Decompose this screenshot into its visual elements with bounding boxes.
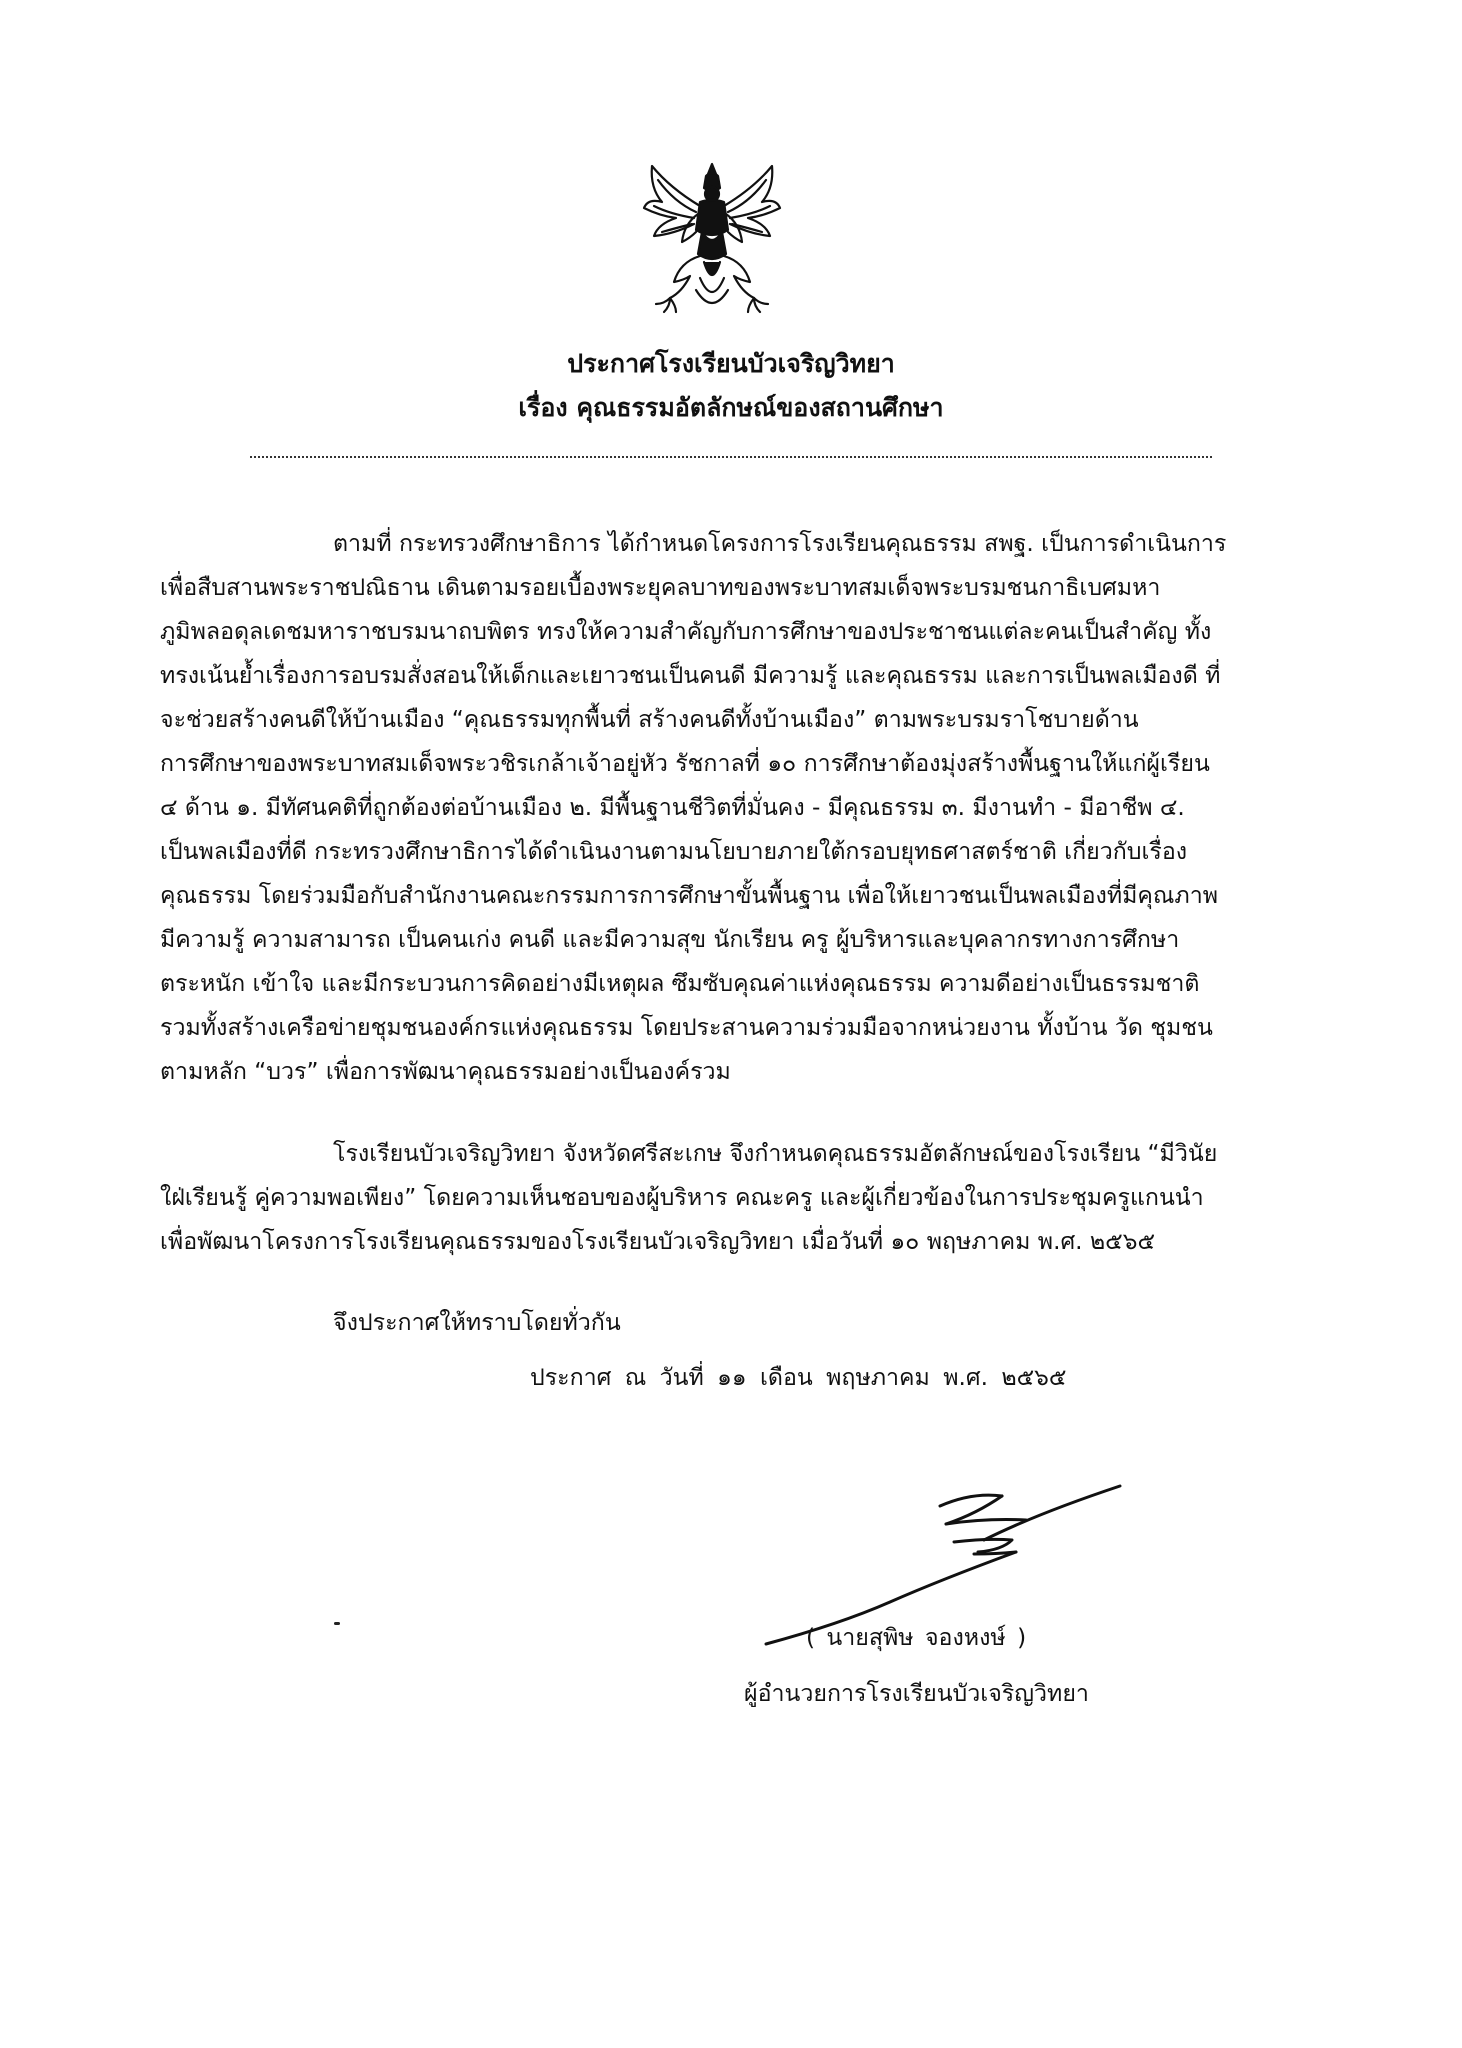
paragraph-2 [160,1132,1300,1264]
paragraph-2-line: โรงเรียนบัวเจริญวิทยา จังหวัดศรีสะเกษ จึงกำหนดคุณธรรมอัตลักษณ์ของโรงเรียน “มีวินัย [333,1140,1218,1167]
announcement-title: ประกาศโรงเรียนบัวเจริญวิทยา [567,349,895,378]
paragraph-1-line: ๔ ด้าน ๑. มีทัศนคติที่ถูกต้องต่อบ้านเมือง ๒. มีพื้นฐานชีวิตที่มั่นคง - มีคุณธรรม ๓. มีงานทำ - มีอาชีพ ๔. [160,794,1185,821]
announcement-date: ประกาศ ณ วันที่ ๑๑ เดือน พฤษภาคม พ.ศ. ๒๕๖๕ [530,1364,1067,1391]
paragraph-1-line: ตามที่ กระทรวงศึกษาธิการ ได้กำหนดโครงการโรงเรียนคุณธรรม สพฐ. เป็นการดำเนินการ [333,530,1227,557]
garuda-emblem-icon [640,158,785,318]
paragraph-1-line: ตระหนัก เข้าใจ และมีกระบวนการคิดอย่างมีเหตุผล ซึมซับคุณค่าแห่งคุณธรรม ความดีอย่างเป็นธรรมชาติ [160,970,1200,997]
paragraph-1-line: เป็นพลเมืองที่ดี กระทรวงศึกษาธิการได้ดำเนินงานตามนโยบายภายใต้กรอบยุทธศาสตร์ชาติ เกี่ยวกับเรื่อง [160,838,1188,865]
signer-position: ผู้อำนวยการโรงเรียนบัวเจริญวิทยา [744,1680,1089,1707]
title-divider [250,456,1212,458]
paragraph-1-line: รวมทั้งสร้างเครือข่ายชุมชนองค์กรแห่งคุณธรรม โดยประสานความร่วมมือจากหน่วยงาน ทั้งบ้าน วัด ชุมชน [160,1014,1213,1041]
paragraph-1-line: เพื่อสืบสานพระราชปณิธาน เดินตามรอยเบื้องพระยุคลบาทของพระบาทสมเด็จพระบรมชนกาธิเบศมหา [160,574,1161,601]
paragraph-1-line: ตามหลัก “บวร” เพื่อการพัฒนาคุณธรรมอย่างเป็นองค์รวม [160,1058,731,1085]
paragraph-1-line: มีความรู้ ความสามารถ เป็นคนเก่ง คนดี และมีความสุข นักเรียน ครู ผู้บริหารและบุคลากรทางการศึกษา [160,926,1180,953]
paragraph-1-line: ภูมิพลอดุลเดชมหาราชบรมนาถบพิตร ทรงให้ความสำคัญกับการศึกษาของประชาชนแต่ละคนเป็นสำคัญ ทั้ง [160,618,1212,645]
paragraph-2-line: ใฝ่เรียนรู้ คู่ความพอเพียง” โดยความเห็นชอบของผู้บริหาร คณะครู และผู้เกี่ยวข้องในการประชุมครูแกนนำ [160,1184,1204,1211]
paragraph-1 [160,522,1300,1094]
paragraph-1-line: การศึกษาของพระบาทสมเด็จพระวชิรเกล้าเจ้าอยู่หัว รัชกาลที่ ๑๐ การศึกษาต้องมุ่งสร้างพื้นฐานให้แก่ผู้เรียน [160,750,1210,777]
announcement-subject: เรื่อง คุณธรรมอัตลักษณ์ของสถานศึกษา [518,393,944,422]
closing-statement: จึงประกาศให้ทราบโดยทั่วกัน [333,1309,621,1336]
paragraph-1-line: คุณธรรม โดยร่วมมือกับสำนักงานคณะกรรมการการศึกษาขั้นพื้นฐาน เพื่อให้เยาวชนเป็นพลเมืองที่มีคุณภาพ [160,882,1219,909]
scan-mark [334,1622,340,1625]
paragraph-1-line: จะช่วยสร้างคนดีให้บ้านเมือง “คุณธรรมทุกพื้นที่ สร้างคนดีทั้งบ้านเมือง” ตามพระบรมราโชบายด้าน [160,706,1139,733]
paragraph-1-line: ทรงเน้นย้ำเรื่องการอบรมสั่งสอนให้เด็กและเยาวชนเป็นคนดี มีความรู้ และคุณธรรม และการเป็นพลเมืองดี ที่ [160,662,1221,689]
paragraph-2-line: เพื่อพัฒนาโครงการโรงเรียนคุณธรรมของโรงเรียนบัวเจริญวิทยา เมื่อวันที่ ๑๐ พฤษภาคม พ.ศ. ๒๕๖๕ [160,1228,1156,1255]
signer-name: ( นายสุพิษ จองหงษ์ ) [806,1624,1027,1651]
